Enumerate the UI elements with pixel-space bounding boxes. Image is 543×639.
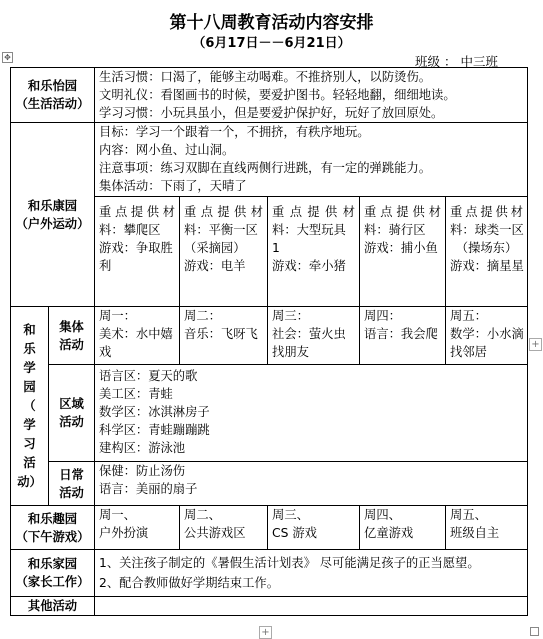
resize-handle-icon[interactable] [530, 627, 539, 636]
area-activity-content [95, 365, 528, 462]
area-line: 美工区：青蛙 [99, 387, 173, 401]
daily-line: 语言：美丽的扇子 [99, 482, 198, 496]
group-activity-label: 集体 活动 [49, 307, 95, 365]
group-day-cell: 周四： 语言：我会爬 [360, 307, 446, 365]
area-line: 数学区：冰淇淋房子 [99, 405, 210, 419]
life-label: 和乐怡园 （生活活动） [11, 68, 95, 123]
outdoor-row [11, 123, 528, 197]
learning-label: 和 乐 学 园 （ 学 习 活 动） [11, 307, 49, 506]
outdoor-label: 和乐康园 （户外运动） [11, 123, 95, 307]
area-line: 科学区：青蛙蹦蹦跳 [99, 423, 210, 437]
group-activity-row [11, 307, 528, 365]
group-day-cell: 周五： 数学：小水滴 找邻居 [446, 307, 528, 365]
life-line: 文明礼仪：看图画书的时候，要爱护图书。轻轻地翻，细细地读。 [99, 88, 456, 102]
area-activity-row [11, 365, 528, 462]
afternoon-day-cell: 周四、 亿童游戏 [360, 506, 446, 550]
life-content [95, 68, 528, 123]
page-title: 第十八周教育活动内容安排 [169, 13, 374, 33]
family-line: 1、关注孩子制定的《暑假生活计划表》 尽可能满足孩子的正当愿望。 [99, 556, 480, 570]
outdoor-area-cell: 重点提供材 料：攀爬区 游戏：争取胜 利 [95, 197, 180, 307]
other-label: 其他活动 [11, 597, 95, 616]
outdoor-area-cell: 重点提供材 料：大型玩具 1 游戏：牵小猪 [268, 197, 360, 307]
outdoor-line: 内容：网小鱼、过山洞。 [99, 143, 235, 157]
class-label: 班级 ： 中三班 [415, 54, 498, 69]
afternoon-day-cell: 周二、 公共游戏区 [180, 506, 268, 550]
outdoor-line: 目标：学习一个跟着一个，不拥挤，有秩序地玩。 [99, 125, 370, 139]
daily-activity-row [11, 462, 528, 506]
add-row-plus-icon[interactable]: + [259, 626, 272, 639]
life-row [11, 68, 528, 123]
afternoon-row [11, 506, 528, 550]
move-handle-icon[interactable]: ✥ [2, 52, 13, 63]
area-activity-label: 区域 活动 [49, 365, 95, 462]
afternoon-day-cell: 周三、 CS 游戏 [268, 506, 360, 550]
outdoor-area-cell: 重点提供材 料：骑行区 游戏：捕小鱼 [360, 197, 446, 307]
daily-activity-label: 日常 活动 [49, 462, 95, 506]
group-day-cell: 周三： 社会：萤火虫 找朋友 [268, 307, 360, 365]
daily-line: 保健：防止汤伤 [99, 464, 186, 478]
outdoor-content [95, 123, 528, 197]
area-line: 语言区：夏天的歌 [99, 369, 198, 383]
outdoor-line: 注意事项：练习双脚在直线两侧行进跳，有一定的弹跳能力。 [99, 161, 432, 175]
outdoor-area-cell: 重点提供材 料：平衡一区 （采摘园） 游戏：电羊 [180, 197, 268, 307]
group-day-cell: 周二： 音乐：飞呀飞 [180, 307, 268, 365]
afternoon-day-cell: 周一、 户外扮演 [95, 506, 180, 550]
afternoon-label: 和乐趣园 （下午游戏） [11, 506, 95, 550]
other-row [11, 597, 528, 616]
life-line: 生活习惯：口渴了，能够主动喝难。不推挤别人，以防烫伤。 [99, 70, 432, 84]
outdoor-line: 集体活动：下雨了，天晴了 [99, 179, 247, 193]
area-line: 建构区：游泳池 [99, 441, 186, 455]
outdoor-area-cell: 重点提供材 料：球类一区 （操场东） 游戏：摘星星 [446, 197, 528, 307]
date-range: （6月17日－－6月21日） [192, 36, 351, 51]
family-content [95, 550, 528, 597]
group-day-cell: 周一： 美术：水中嬉 戏 [95, 307, 180, 365]
family-line: 2、配合教师做好学期结束工作。 [99, 576, 279, 590]
schedule-table [10, 67, 528, 616]
life-line: 学习习惯：小玩具虽小，但是要爱护保护好，玩好了放回原处。 [99, 106, 444, 120]
other-content [95, 597, 528, 616]
afternoon-day-cell: 周五、 班级自主 [446, 506, 528, 550]
family-label: 和乐家园 （家长工作） [11, 550, 95, 597]
daily-activity-content [95, 462, 528, 506]
add-column-plus-icon[interactable]: + [529, 338, 542, 351]
family-row [11, 550, 528, 597]
